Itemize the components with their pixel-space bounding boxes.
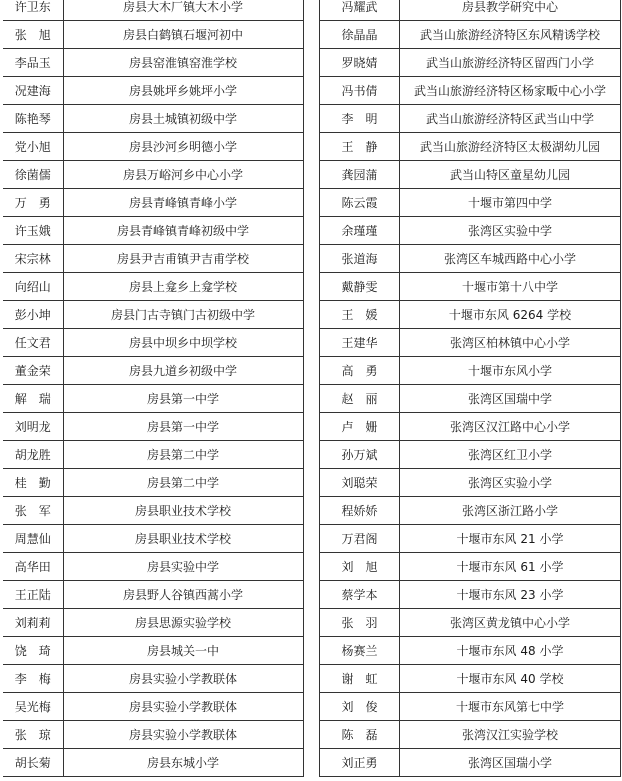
table-row — [3, 553, 303, 581]
table-row — [320, 469, 621, 497]
school-name: 张湾区黄龙镇中心小学 — [400, 609, 621, 637]
school-name: 房县野人谷镇西蒿小学 — [63, 581, 303, 609]
teacher-name: 孙万斌 — [320, 441, 400, 469]
teacher-name: 饶 琦 — [3, 637, 63, 665]
teacher-name: 余瑾瑾 — [320, 217, 400, 245]
table-row — [3, 385, 303, 413]
school-name: 房县实验小学教联体 — [63, 721, 303, 749]
table-row — [3, 273, 303, 301]
teacher-name: 王 静 — [320, 133, 400, 161]
school-name: 张湾区国瑞中学 — [400, 385, 621, 413]
school-name: 十堰市东风 40 学校 — [400, 665, 621, 693]
table-row — [320, 441, 621, 469]
table-row — [320, 161, 621, 189]
school-name: 十堰市东风第七中学 — [400, 693, 621, 721]
school-name: 房县第一中学 — [63, 385, 303, 413]
table-row — [3, 49, 303, 77]
school-name: 武当山特区童星幼儿园 — [400, 161, 621, 189]
school-name: 房县第二中学 — [63, 469, 303, 497]
teacher-name: 张道海 — [320, 245, 400, 273]
teacher-name: 许玉娥 — [3, 217, 63, 245]
school-name: 房县沙河乡明德小学 — [63, 133, 303, 161]
school-name: 武当山旅游经济特区杨家畈中心小学 — [400, 77, 621, 105]
school-name: 武当山旅游经济特区东风精诱学校 — [400, 21, 621, 49]
table-row — [320, 497, 621, 525]
teacher-name: 许卫东 — [3, 0, 63, 21]
teacher-name: 蔡学本 — [320, 581, 400, 609]
teacher-name: 吴光梅 — [3, 693, 63, 721]
table-row — [320, 609, 621, 637]
table-row — [320, 413, 621, 441]
table-row — [320, 133, 621, 161]
school-name: 武当山旅游经济特区留西门小学 — [400, 49, 621, 77]
teacher-name: 解 瑞 — [3, 385, 63, 413]
teacher-name: 刘 俊 — [320, 693, 400, 721]
school-name: 房县实验小学教联体 — [63, 665, 303, 693]
teacher-name: 陈艳琴 — [3, 105, 63, 133]
teacher-name: 万 勇 — [3, 189, 63, 217]
school-name: 武当山旅游经济特区武当山中学 — [400, 105, 621, 133]
school-name: 房县尹吉甫镇尹吉甫学校 — [63, 245, 303, 273]
teacher-name: 向绍山 — [3, 273, 63, 301]
teacher-name: 刘莉莉 — [3, 609, 63, 637]
teacher-name: 张 军 — [3, 497, 63, 525]
school-name: 房县青峰镇青峰小学 — [63, 189, 303, 217]
teacher-name: 况建海 — [3, 77, 63, 105]
table-row — [3, 665, 303, 693]
school-name: 房县窑淮镇窑淮学校 — [63, 49, 303, 77]
teacher-name: 程娇娇 — [320, 497, 400, 525]
school-name: 房县东城小学 — [63, 749, 303, 777]
teacher-name: 张 旭 — [3, 21, 63, 49]
school-name: 房县第一中学 — [63, 413, 303, 441]
table-row — [3, 609, 303, 637]
teacher-name: 胡长菊 — [3, 749, 63, 777]
teacher-name: 王 媛 — [320, 301, 400, 329]
table-row — [320, 749, 621, 777]
teacher-name: 谢 虹 — [320, 665, 400, 693]
table-row — [3, 329, 303, 357]
school-name: 房县思源实验学校 — [63, 609, 303, 637]
table-row — [3, 581, 303, 609]
table-row — [3, 721, 303, 749]
table-row — [320, 49, 621, 77]
school-name: 张湾区柏林镇中心小学 — [400, 329, 621, 357]
table-row — [320, 385, 621, 413]
school-name: 张湾区红卫小学 — [400, 441, 621, 469]
teacher-name: 张 羽 — [320, 609, 400, 637]
table-row — [320, 105, 621, 133]
school-name: 十堰市东风小学 — [400, 357, 621, 385]
school-name: 张湾区浙江路小学 — [400, 497, 621, 525]
school-name: 房县大木厂镇大木小学 — [63, 0, 303, 21]
table-row — [3, 441, 303, 469]
table-row — [320, 525, 621, 553]
teacher-name: 李品玉 — [3, 49, 63, 77]
school-name: 张湾区实验中学 — [400, 217, 621, 245]
table-row — [3, 693, 303, 721]
right-roster-table — [319, 0, 621, 777]
teacher-name: 罗晓婧 — [320, 49, 400, 77]
teacher-name: 董金荣 — [3, 357, 63, 385]
school-name: 房县白鹤镇石堰河初中 — [63, 21, 303, 49]
table-row — [3, 469, 303, 497]
teacher-name: 冯书倩 — [320, 77, 400, 105]
table-row — [320, 553, 621, 581]
school-name: 房县姚坪乡姚坪小学 — [63, 77, 303, 105]
school-name: 房县教学研究中心 — [400, 0, 621, 21]
table-row — [320, 0, 621, 21]
table-row — [3, 77, 303, 105]
teacher-name: 党小旭 — [3, 133, 63, 161]
teacher-name: 陈云霞 — [320, 189, 400, 217]
table-row — [3, 189, 303, 217]
teacher-name: 周慧仙 — [3, 525, 63, 553]
school-name: 房县中坝乡中坝学校 — [63, 329, 303, 357]
table-row — [3, 105, 303, 133]
school-name: 十堰市东风 23 小学 — [400, 581, 621, 609]
left-roster-body — [3, 0, 303, 777]
teacher-name: 陈 磊 — [320, 721, 400, 749]
table-row — [320, 637, 621, 665]
table-row — [3, 217, 303, 245]
school-name: 房县门古寺镇门古初级中学 — [63, 301, 303, 329]
school-name: 十堰市东风 61 小学 — [400, 553, 621, 581]
table-row — [3, 497, 303, 525]
school-name: 张湾区车城西路中心小学 — [400, 245, 621, 273]
table-row — [320, 273, 621, 301]
school-name: 房县九道乡初级中学 — [63, 357, 303, 385]
left-roster-table — [3, 0, 304, 777]
teacher-name: 高 勇 — [320, 357, 400, 385]
table-row — [3, 637, 303, 665]
table-row — [320, 721, 621, 749]
school-name: 房县万峪河乡中心小学 — [63, 161, 303, 189]
teacher-name: 张 琼 — [3, 721, 63, 749]
teacher-name: 冯耀武 — [320, 0, 400, 21]
school-name: 张湾区实验小学 — [400, 469, 621, 497]
table-row — [3, 0, 303, 21]
teacher-name: 胡龙胜 — [3, 441, 63, 469]
school-name: 十堰市东风 48 小学 — [400, 637, 621, 665]
teacher-name: 杨赛兰 — [320, 637, 400, 665]
table-row — [320, 357, 621, 385]
table-row — [3, 133, 303, 161]
teacher-name: 万君阁 — [320, 525, 400, 553]
table-row — [320, 189, 621, 217]
teacher-name: 戴静雯 — [320, 273, 400, 301]
right-roster-body — [320, 0, 621, 777]
school-name: 张湾区国瑞小学 — [400, 749, 621, 777]
school-name: 房县第二中学 — [63, 441, 303, 469]
school-name: 房县实验小学教联体 — [63, 693, 303, 721]
teacher-name: 刘聪荣 — [320, 469, 400, 497]
teacher-name: 刘明龙 — [3, 413, 63, 441]
teacher-name: 王建华 — [320, 329, 400, 357]
table-row — [3, 245, 303, 273]
teacher-name: 高华田 — [3, 553, 63, 581]
table-row — [3, 301, 303, 329]
table-row — [3, 525, 303, 553]
teacher-name: 彭小坤 — [3, 301, 63, 329]
table-row — [320, 77, 621, 105]
school-name: 房县职业技术学校 — [63, 525, 303, 553]
teacher-name: 李 明 — [320, 105, 400, 133]
teacher-name: 李 梅 — [3, 665, 63, 693]
table-row — [320, 245, 621, 273]
teacher-name: 徐晶晶 — [320, 21, 400, 49]
table-row — [320, 217, 621, 245]
teacher-name: 桂 勤 — [3, 469, 63, 497]
table-row — [320, 693, 621, 721]
table-row — [320, 21, 621, 49]
school-name: 房县土城镇初级中学 — [63, 105, 303, 133]
table-row — [320, 665, 621, 693]
school-name: 武当山旅游经济特区太极湖幼儿园 — [400, 133, 621, 161]
school-name: 房县青峰镇青峰初级中学 — [63, 217, 303, 245]
teacher-name: 宋宗林 — [3, 245, 63, 273]
table-row — [3, 749, 303, 777]
table-row — [320, 581, 621, 609]
school-name: 房县职业技术学校 — [63, 497, 303, 525]
school-name: 张湾汉江实验学校 — [400, 721, 621, 749]
school-name: 十堰市第四中学 — [400, 189, 621, 217]
school-name: 房县上龛乡上龛学校 — [63, 273, 303, 301]
table-row — [320, 301, 621, 329]
table-row — [3, 21, 303, 49]
school-name: 十堰市第十八中学 — [400, 273, 621, 301]
teacher-name: 任文君 — [3, 329, 63, 357]
school-name: 房县实验中学 — [63, 553, 303, 581]
teacher-name: 龚园蒲 — [320, 161, 400, 189]
school-name: 十堰市东风 21 小学 — [400, 525, 621, 553]
teacher-name: 刘 旭 — [320, 553, 400, 581]
school-name: 房县城关一中 — [63, 637, 303, 665]
table-row — [3, 413, 303, 441]
teacher-name: 卢 姗 — [320, 413, 400, 441]
teacher-name: 王正陆 — [3, 581, 63, 609]
school-name: 十堰市东风 6264 学校 — [400, 301, 621, 329]
school-name: 张湾区汉江路中心小学 — [400, 413, 621, 441]
teacher-name: 徐菌儒 — [3, 161, 63, 189]
teacher-name: 赵 丽 — [320, 385, 400, 413]
table-row — [3, 161, 303, 189]
table-row — [320, 329, 621, 357]
table-row — [3, 357, 303, 385]
teacher-name: 刘正勇 — [320, 749, 400, 777]
